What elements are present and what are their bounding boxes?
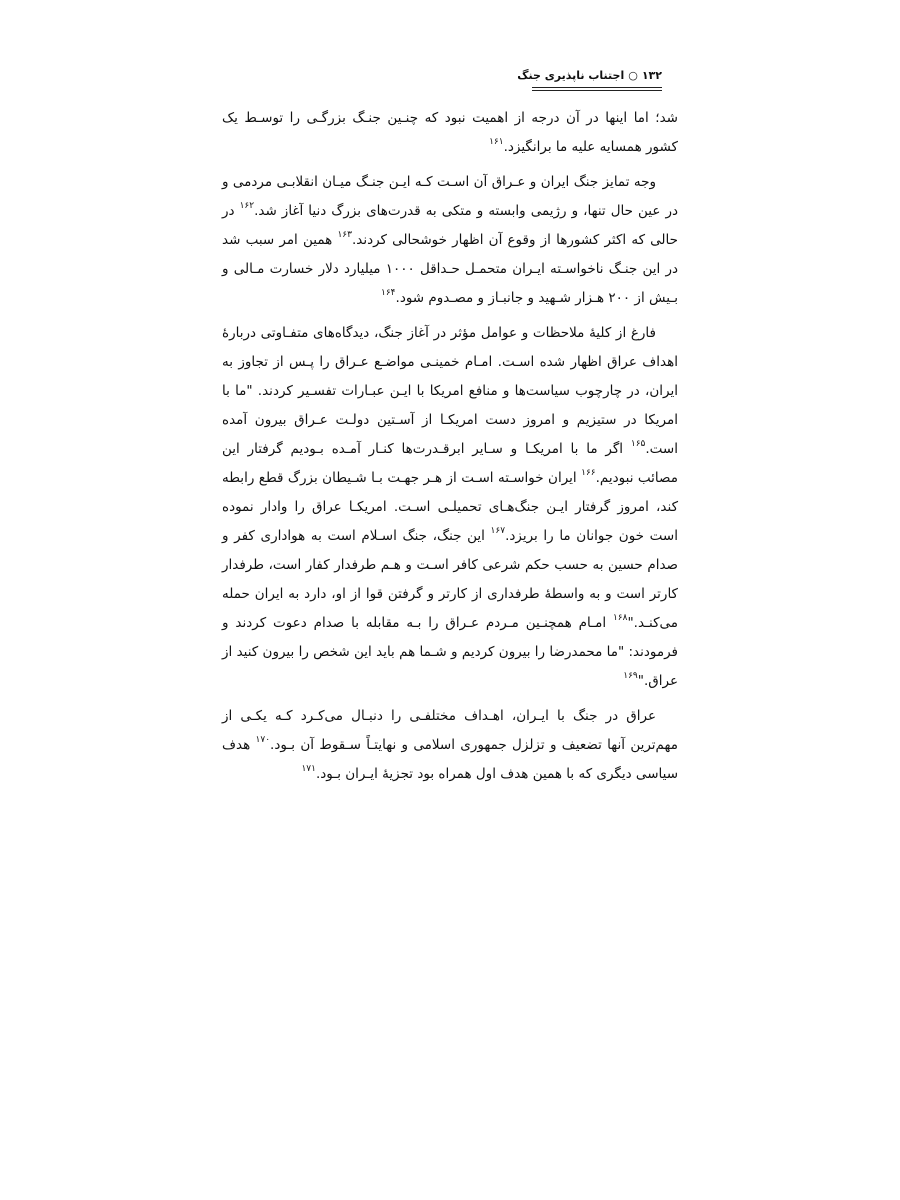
footnote-marker: ۱۶۲ bbox=[239, 201, 255, 211]
footnote-marker: ۱۶۳ bbox=[337, 230, 352, 240]
text-run: وجه تمایز جنگ ایران و عـراق آن اسـت کـه ایـن جنـگ میـان انقلابـی مردمی و در عین حال تنها، و رژیمی وابسته و متکی به قدرت‌های بزرگ دنیا آغاز شد. bbox=[222, 174, 678, 219]
footnote-marker: ۱۶۱ bbox=[489, 137, 504, 147]
paragraph bbox=[222, 104, 678, 162]
text-run: شد؛ اما اینها در آن درجه از اهمیت نبود که چنـین جنـگ بزرگـی را توسـط یک کشور همسایه علیه ما برانگیزد. bbox=[222, 110, 678, 155]
body-text bbox=[222, 104, 678, 795]
text-run: ایران خواسـته اسـت از هـر جهـت بـا شـیطان بزرگ قطع رابطه کند، امروز گرفتار ایـن جنگ‌هـای تحمیلـی اسـت. امریکـا عراق را وادار نموده است خون جوانان ما را بریزد. bbox=[222, 470, 678, 544]
footnote-marker: ۱۶۸ bbox=[612, 613, 628, 623]
text-run: اگر ما با امریکـا و سـایر ابرقـدرت‌ها کنـار آمـده بـودیم گرفتار این مصائب نبودیم. bbox=[222, 441, 678, 486]
page-number: ۱۳۲ bbox=[641, 69, 662, 82]
footnote-marker: ۱۶۵ bbox=[630, 439, 646, 449]
header-separator: ○ bbox=[628, 69, 638, 82]
footnote-marker: ۱۶۴ bbox=[381, 288, 396, 298]
text-run: هدف سیاسی دیگری که با همین هدف اول همراه بود تجزیهٔ ایـران بـود. bbox=[222, 737, 678, 782]
text-run: عراق در جنگ با ایـران، اهـداف مختلفـی را دنبـال می‌کـرد کـه یکـی از مهم‌ترین آنها تضعیف و تزلزل جمهوری اسلامی و نهایتـاً سـقوط آن بـود. bbox=[222, 708, 678, 753]
paragraph bbox=[222, 319, 678, 696]
footnote-marker: ۱۶۹ bbox=[623, 671, 638, 681]
footnote-marker: ۱۶۶ bbox=[581, 468, 596, 478]
paragraph bbox=[222, 168, 678, 313]
footnote-marker: ۱۷۱ bbox=[301, 764, 316, 774]
text-run: در حالی که اکثر کشورها از وقوع آن اظهار خوشحالی کردند. bbox=[222, 203, 679, 248]
running-header bbox=[517, 68, 662, 84]
header-rule bbox=[532, 87, 662, 91]
footnote-marker: ۱۶۷ bbox=[490, 526, 506, 536]
running-title: اجتناب ناپذیری جنگ bbox=[517, 69, 625, 82]
footnote-marker: ۱۷۰ bbox=[255, 735, 271, 745]
paragraph bbox=[222, 702, 678, 789]
text-run: فارغ از کلیهٔ ملاحظات و عوامل مؤثر در آغاز جنگ، دیدگاه‌های متفـاوتی دربارهٔ اهداف عراق اظهار شده اسـت. امـام خمینـی مواضـع عـراق را پـس از تجاوز به ایران، در چارچوب سیاست‌ها و منافع امریکا با ایـن عبـارات تفسـیر کردند. "ما با امریکا در ستیزیم و امروز دست امریکـا از آسـتین دولـت عـراق بیرون آمده است. bbox=[222, 325, 678, 457]
text-run: امـام همچنـین مـردم عـراق را بـه مقابله با صدام دعوت کردند و فرمودند: "ما محمدرضا را بیرون کردیم و شـما هم باید این شخص را بیرون کنید از عراق." bbox=[222, 615, 678, 689]
text-run: این جنگ، جنگ اسـلام است به هواداری کفر و صدام حسین به حسب حکم شرعی کافر اسـت و هـم طرفدار کفار است، طرفدار کارتر است و به واسطهٔ طرفداری از کارتر و گرفتن قوا از او، دارد به ایران حمله می‌کنـد." bbox=[222, 528, 678, 631]
text-run: همین امر سبب شد در این جنـگ ناخواسـته ایـران متحمـل حـداقل ۱۰۰۰ میلیارد دلار خسارت مـالی و بـیش از ۲۰۰ هـزار شـهید و جانبـاز و مصـدوم شود. bbox=[222, 232, 678, 306]
